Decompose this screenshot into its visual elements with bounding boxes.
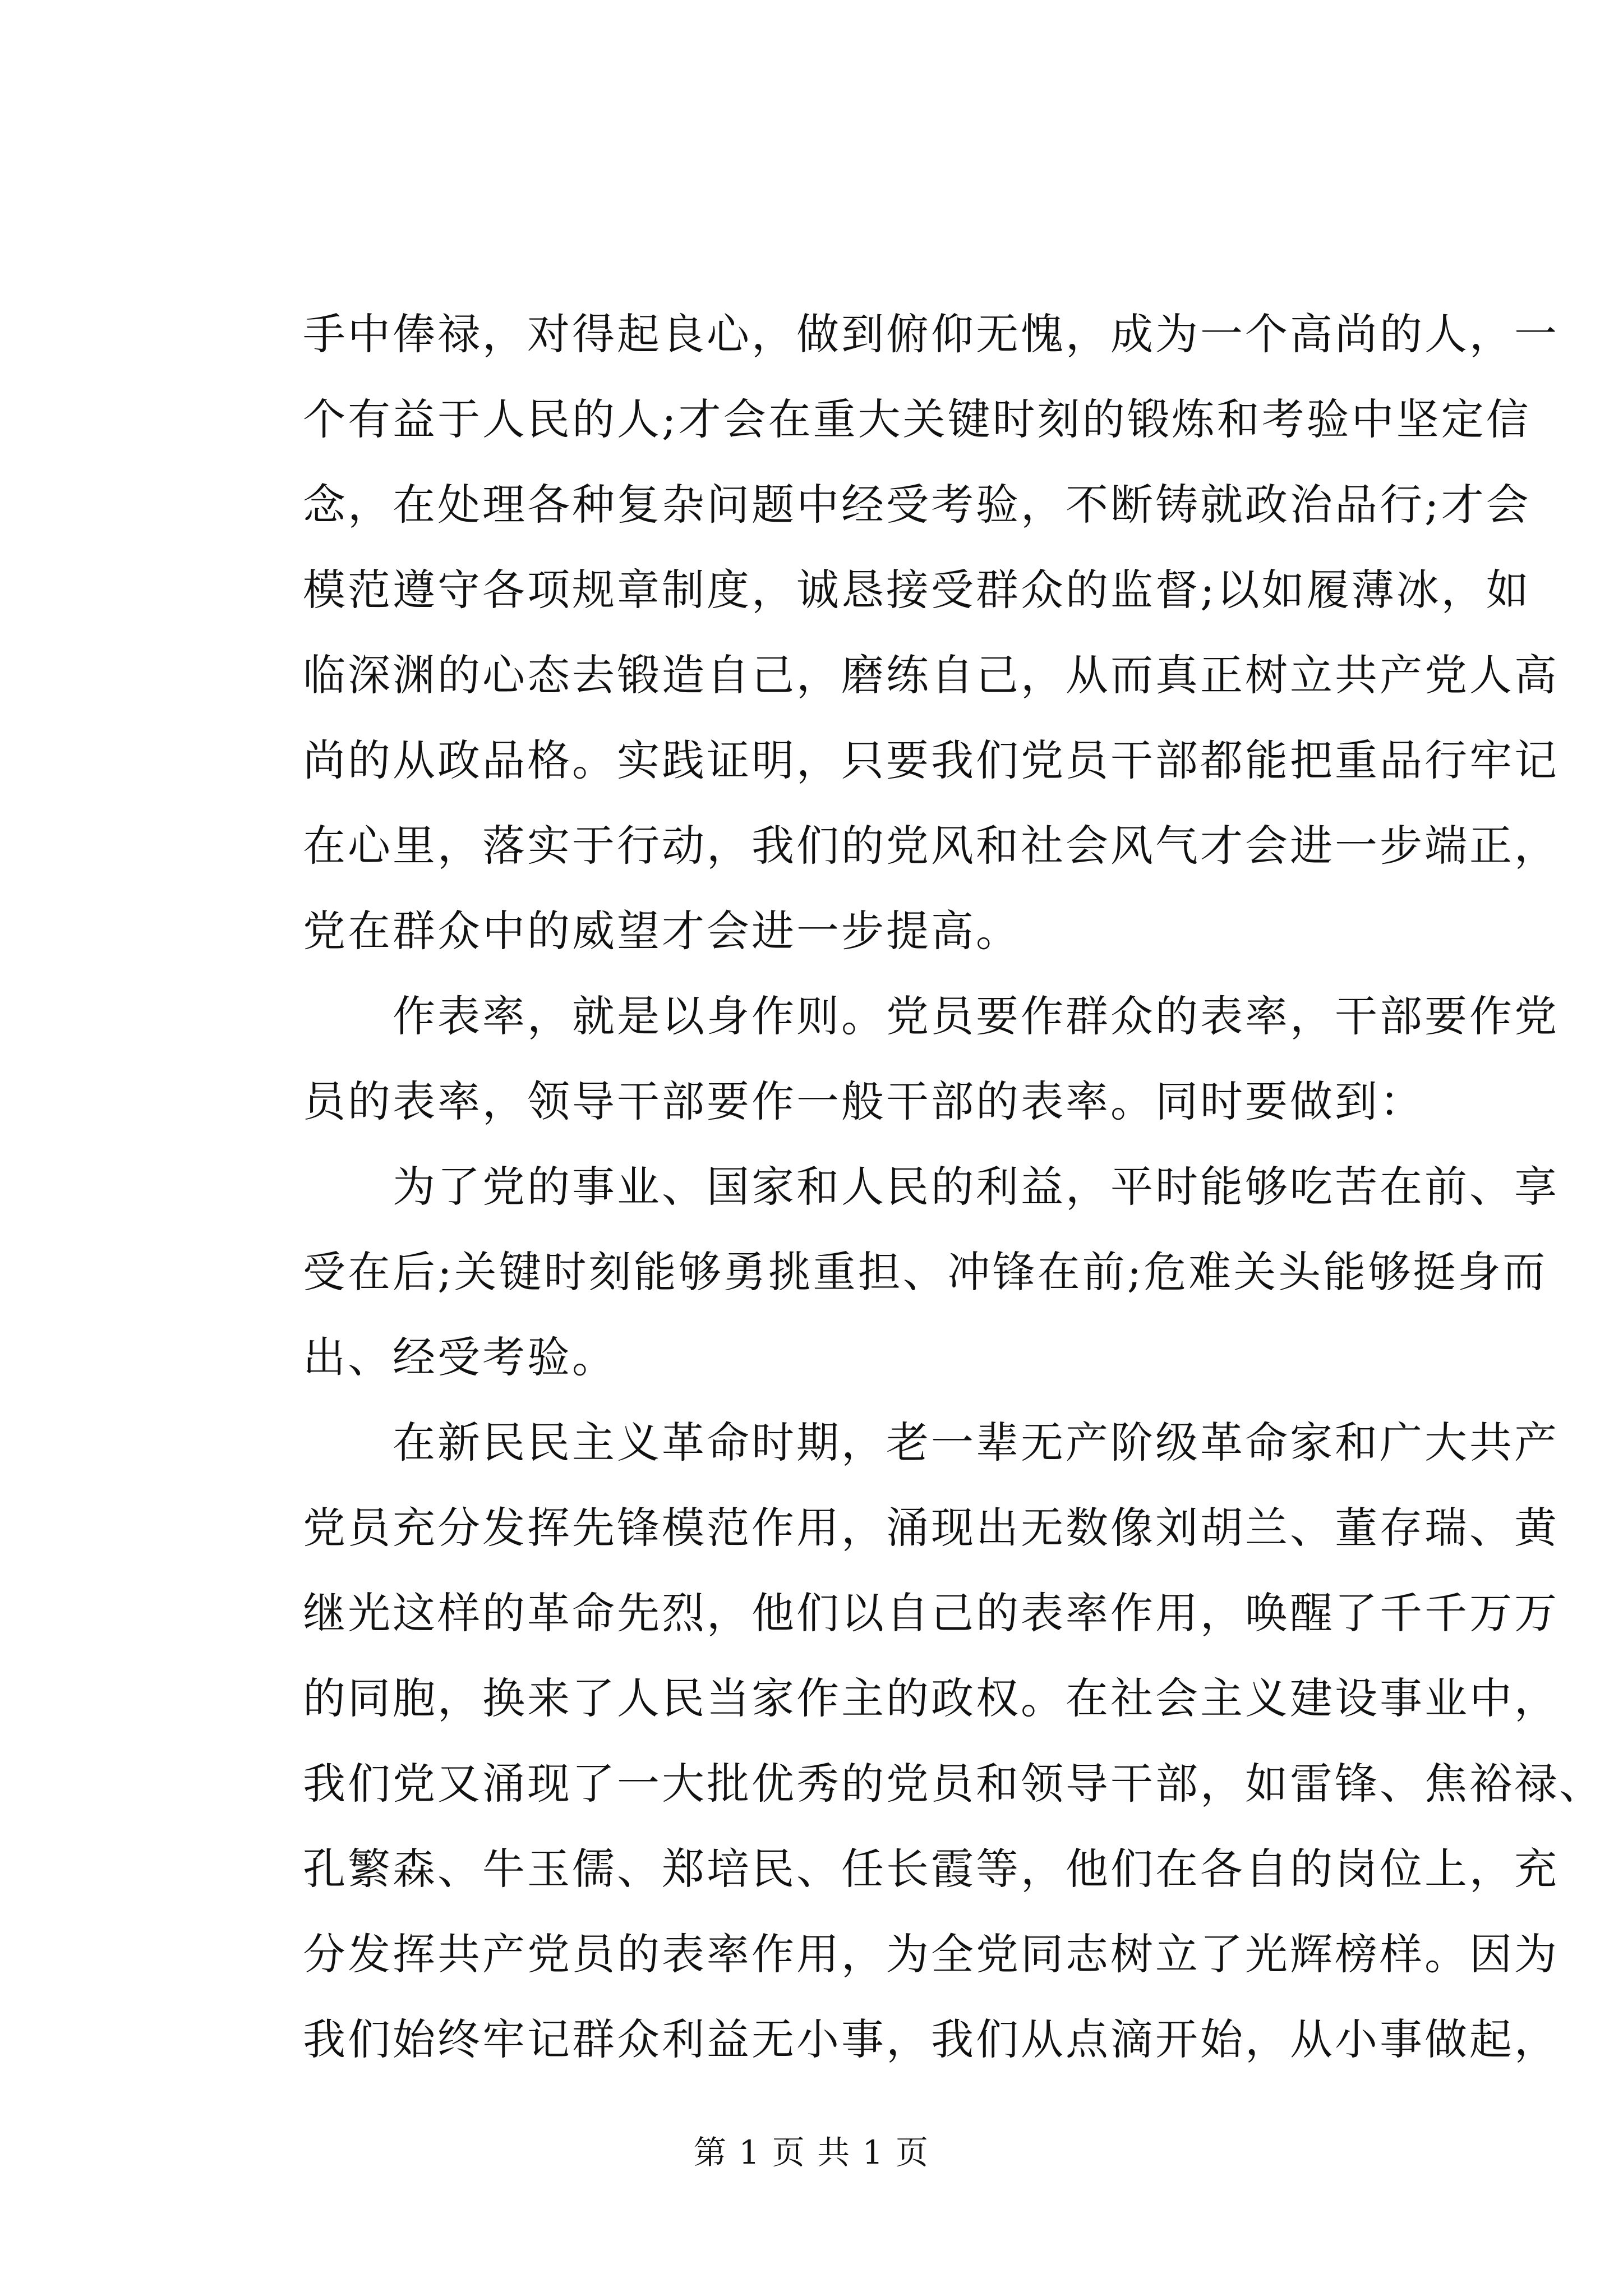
text-line: 临深渊的心态去锻造自己，磨练自己，从而真正树立共产党人高	[303, 650, 1559, 700]
text-line: 孔繁森、牛玉儒、郑培民、任长霞等，他们在各自的岗位上，充	[303, 1844, 1559, 1894]
text-line: 尚的从政品格。实践证明，只要我们党员干部都能把重品行牢记	[303, 735, 1559, 785]
text-line: 在心里，落实于行动，我们的党风和社会风气才会进一步端正，	[303, 821, 1559, 871]
text-line: 念，在处理各种复杂问题中经受考验，不断铸就政治品行;才会	[303, 480, 1531, 530]
text-line: 个有益于人民的人;才会在重大关键时刻的锻炼和考验中坚定信	[303, 394, 1531, 444]
text-line: 的同胞，换来了人民当家作主的政权。在社会主义建设事业中，	[303, 1673, 1559, 1723]
text-line: 受在后;关键时刻能够勇挑重担、冲锋在前;危难关头能够挺身而	[303, 1247, 1548, 1297]
text-line: 手中俸禄，对得起良心，做到俯仰无愧，成为一个高尚的人，一	[303, 309, 1559, 359]
paragraph-start-line: 为了党的事业、国家和人民的利益，平时能够吃苦在前、享	[393, 1162, 1559, 1212]
paragraph-start-line: 作表率，就是以身作则。党员要作群众的表率，干部要作党	[393, 991, 1559, 1041]
page-number-footer: 第 1 页 共 1 页	[694, 2133, 929, 2171]
text-line: 出、经受考验。	[303, 1332, 617, 1382]
text-line: 我们党又涌现了一大批优秀的党员和领导干部，如雷锋、焦裕禄、	[303, 1759, 1604, 1809]
text-line: 模范遵守各项规章制度，诚恳接受群众的监督;以如履薄冰，如	[303, 565, 1531, 615]
text-line: 我们始终牢记群众利益无小事，我们从点滴开始，从小事做起，	[303, 2014, 1559, 2064]
document-body	[303, 292, 1604, 2082]
paragraph-start-line: 在新民民主义革命时期，老一辈无产阶级革命家和广大共产	[393, 1418, 1559, 1467]
text-line: 员的表率，领导干部要作一般干部的表率。同时要做到：	[303, 1076, 1424, 1126]
text-line: 分发挥共产党员的表率作用，为全党同志树立了光辉榜样。因为	[303, 1929, 1559, 1979]
text-line: 党在群众中的威望才会进一步提高。	[303, 906, 1021, 956]
text-line: 党员充分发挥先锋模范作用，涌现出无数像刘胡兰、董存瑞、黄	[303, 1503, 1559, 1553]
text-line: 继光这样的革命先烈，他们以自己的表率作用，唤醒了千千万万	[303, 1588, 1559, 1638]
